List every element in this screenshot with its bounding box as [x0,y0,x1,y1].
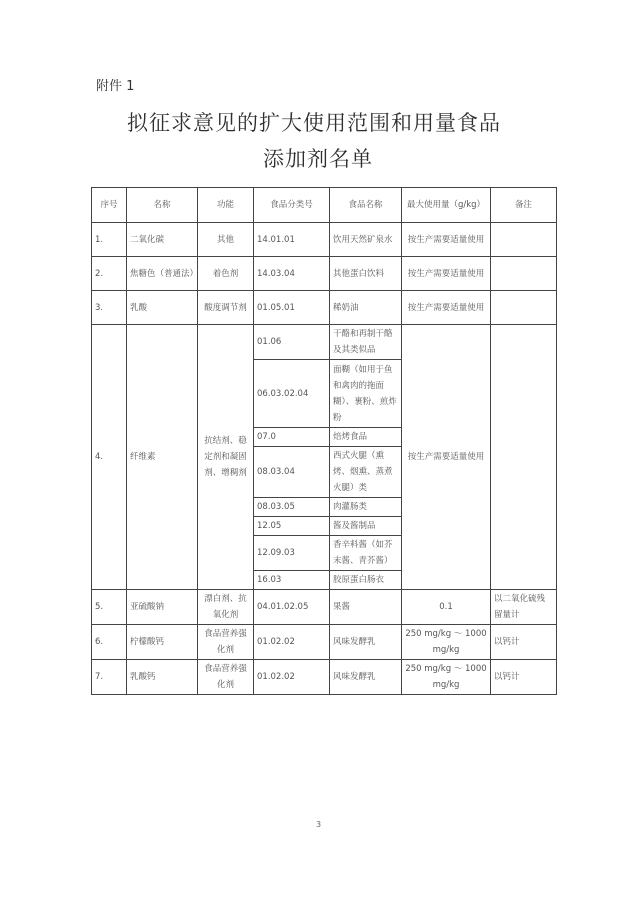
cell-food: 酱及酱制品 [330,517,402,536]
cell-function: 其他 [198,223,254,257]
cell-category: 07.0 [254,428,330,447]
cell-note: 以钙计 [491,660,557,695]
cell-food: 香辛料酱（如芥末酱、青芥酱） [330,536,402,571]
cell-food: 果酱 [330,590,402,625]
cell-function: 食品营养强化剂 [198,660,254,695]
annex-label: 附件 1 [96,79,135,94]
cell-name: 纤维素 [127,325,198,590]
table-header-row [92,188,557,223]
cell-no: 6. [92,625,127,660]
cell-function: 抗结剂、稳定剂和凝固剂、增稠剂 [198,325,254,590]
cell-food: 西式火腿（熏烤、烟熏、蒸煮火腿）类 [330,447,402,498]
cell-name: 二氧化碳 [127,223,198,257]
table-row [92,660,557,695]
cell-category: 04.01.02.05 [254,590,330,625]
cell-function: 酸度调节剂 [198,291,254,325]
header-no: 序号 [92,188,127,223]
cell-note [491,325,557,590]
cell-note [491,291,557,325]
cell-max: 0.1 [402,590,491,625]
cell-food: 饮用天然矿泉水 [330,223,402,257]
cell-name: 乳酸钙 [127,660,198,695]
cell-name: 亚硫酸钠 [127,590,198,625]
cell-category: 08.03.04 [254,447,330,498]
table-row [92,223,557,257]
cell-food: 其他蛋白饮料 [330,257,402,291]
cell-function: 漂白剂、抗氧化剂 [198,590,254,625]
cell-note [491,257,557,291]
cell-food: 胶原蛋白肠衣 [330,571,402,590]
cell-no: 2. [92,257,127,291]
header-food: 食品名称 [330,188,402,223]
cell-name: 乳酸 [127,291,198,325]
table-row [92,625,557,660]
cell-max: 按生产需要适量使用 [402,325,491,590]
table-row [92,325,557,360]
header-note: 备注 [491,188,557,223]
cell-food: 面糊（如用于鱼和禽肉的拖面糊）、裹粉、煎炸粉 [330,360,402,428]
page-number: 3 [316,820,322,829]
cell-category: 06.03.02.04 [254,360,330,428]
cell-max: 按生产需要适量使用 [402,257,491,291]
cell-category: 12.05 [254,517,330,536]
cell-food: 风味发酵乳 [330,660,402,695]
document-title-line1: 拟征求意见的扩大使用范围和用量食品 [127,111,501,135]
cell-category: 01.02.02 [254,625,330,660]
cell-no: 4. [92,325,127,590]
cell-category: 01.06 [254,325,330,360]
cell-max: 250 mg/kg ～ 1000 mg/kg [402,625,491,660]
cell-note [491,223,557,257]
cell-function: 着色剂 [198,257,254,291]
cell-no: 3. [92,291,127,325]
cell-category: 01.02.02 [254,660,330,695]
header-name: 名称 [127,188,198,223]
cell-food: 肉灌肠类 [330,498,402,517]
cell-category: 16.03 [254,571,330,590]
additives-table [91,187,557,695]
cell-no: 1. [92,223,127,257]
cell-food: 焙烤食品 [330,428,402,447]
cell-no: 7. [92,660,127,695]
table-row [92,291,557,325]
cell-category: 14.01.01 [254,223,330,257]
cell-name: 柠檬酸钙 [127,625,198,660]
table-row [92,590,557,625]
cell-food: 稀奶油 [330,291,402,325]
cell-category: 14.03.04 [254,257,330,291]
cell-note: 以钙计 [491,625,557,660]
cell-name: 焦糖色（普通法） [127,257,198,291]
cell-food: 风味发酵乳 [330,625,402,660]
cell-max: 按生产需要适量使用 [402,223,491,257]
cell-category: 08.03.05 [254,498,330,517]
cell-max: 250 mg/kg ～ 1000 mg/kg [402,660,491,695]
cell-max: 按生产需要适量使用 [402,291,491,325]
cell-food: 干酪和再制干酪及其类似品 [330,325,402,360]
table-row [92,257,557,291]
document-title-line2: 添加剂名单 [263,147,373,171]
cell-category: 01.05.01 [254,291,330,325]
cell-category: 12.09.03 [254,536,330,571]
header-max: 最大使用量（g/kg） [402,188,491,223]
cell-function: 食品营养强化剂 [198,625,254,660]
header-function: 功能 [198,188,254,223]
cell-no: 5. [92,590,127,625]
cell-note: 以二氧化硫残留量计 [491,590,557,625]
header-category: 食品分类号 [254,188,330,223]
